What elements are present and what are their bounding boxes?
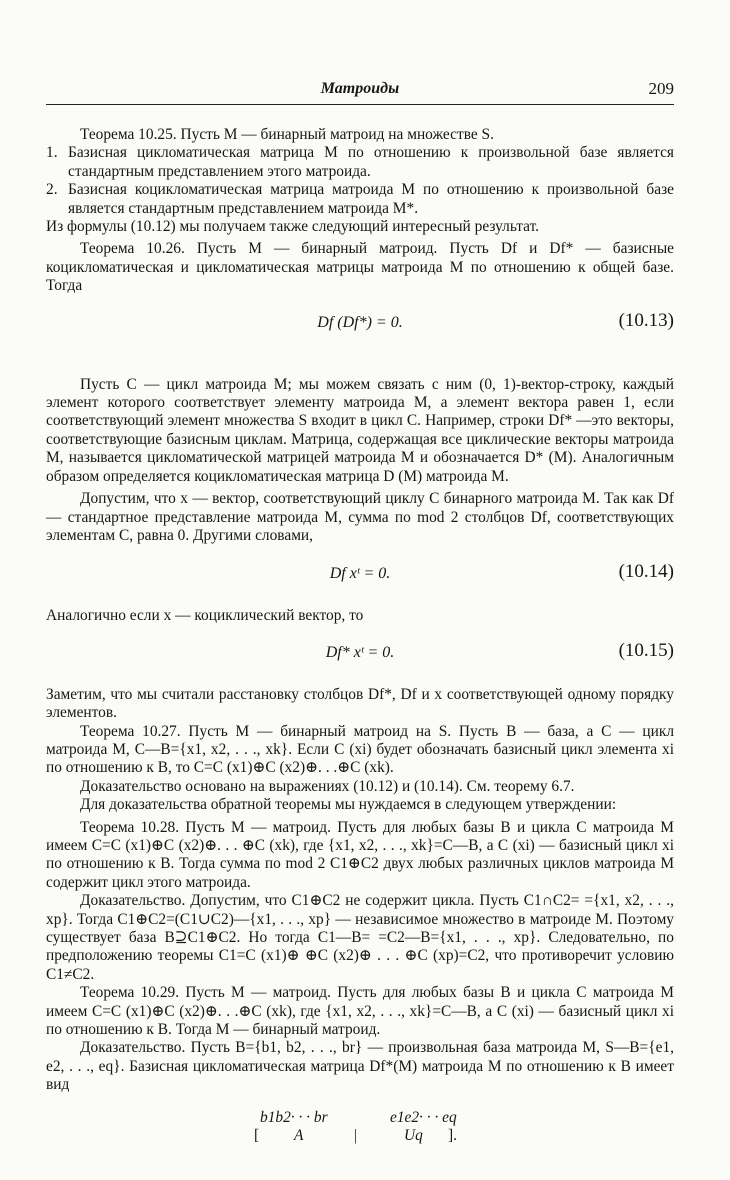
matrix-bracket: ]. — [448, 1127, 457, 1145]
equation-10-13 — [46, 302, 674, 348]
matrix-col-label: b1b2· · · br — [260, 1108, 328, 1126]
page-header — [46, 78, 674, 105]
proof: Доказательство. Пусть B={b1, b2, . . ., br} — произвольная база матроида M, S—B={e1, e2, . . ., eq}. Базисная цикломатическая матрица Df*(M) матроида M по отношению к B имеет вид — [46, 1039, 674, 1094]
item-number: 1. — [46, 144, 58, 162]
page-body — [46, 126, 674, 1145]
equation-formula: Df xᵗ = 0. — [329, 565, 391, 583]
paragraph: Аналогично если x — коциклический вектор, то — [46, 607, 364, 625]
theorem-10-26: Теорема 10.26. Пусть M — бинарный матроид. Пусть Df и Df* — базисные коцикломатическая и цикломатическая матрицы матроида M по отношению к общей базе. Тогда — [46, 240, 674, 295]
equation-formula: Df (Df*) = 0. — [317, 313, 403, 331]
paragraph: Доказательство основано на выражениях (10.12) и (10.14). См. теорему 6.7. — [80, 777, 575, 795]
equation-number: (10.14) — [618, 561, 674, 583]
matrix-block: A — [294, 1127, 304, 1145]
theorem-item — [46, 144, 674, 181]
matrix-display — [46, 1109, 674, 1146]
equation-number: (10.15) — [618, 639, 674, 661]
item-text: Базисная коцикломатическая матрица матроида M по отношению к произвольной базе является стандартным представлением матроида M*. — [68, 181, 674, 217]
theorem-10-28: Теорема 10.28. Пусть M — матроид. Пусть для любых базы B и цикла C матроида M имеем C=C (x1)⊕C (x2)⊕. . . ⊕C (xk), где {x1, x2, . . ., xk}=C—B, а C (xi) — базисный цикл xi по отношению к B. Тогда сумма по mod 2 C1⊕C2 двух любых различных циклов матроида M содержит цикл этого матроида. — [46, 818, 674, 891]
theorem-10-27: Теорема 10.27. Пусть M — бинарный матроид на S. Пусть B — база, а C — цикл матроида M, C—B={x1, x2, . . ., xk}. Если C (xi) будет обозначать базисный цикл элемента xi по отношению к B, то C=C (x1)⊕C (x2)⊕. . .⊕C (xk). — [46, 722, 674, 777]
paragraph: Заметим, что мы считали расстановку столбцов Df*, Df и x соответствующей одному порядку элементов. — [46, 685, 674, 722]
matrix-bracket: [ — [254, 1127, 260, 1145]
theorem-item — [46, 181, 674, 218]
book-page — [46, 78, 674, 1145]
theorem-10-29: Теорема 10.29. Пусть M — матроид. Пусть для любых базы B и цикла C матроида M имеем C=C (x1)⊕C (x2)⊕. . .⊕C (xk), где {x1, x2, . . ., xk}=C—B, а C (xi) — базисный цикл xi по отношению к B. Тогда M — бинарный матроид. — [46, 984, 674, 1039]
equation-10-14 — [46, 553, 674, 597]
matrix-body — [46, 1127, 674, 1145]
paragraph: Из формулы (10.12) мы получаем также следующий интересный результат. — [46, 218, 540, 236]
page-number: 209 — [648, 79, 674, 98]
running-title: Матроиды — [320, 80, 400, 97]
matrix-separator: | — [354, 1127, 358, 1145]
paragraph: Пусть C — цикл матроида M; мы можем связать с ним (0, 1)-вектор-строку, каждый элемент которого соответствует элементу матроида M, а элемент вектора равен 1, если соответствующий элемент множества S входит в цикл C. Например, строки Df* —это векторы, соответствующие базисным циклам. Матрица, содержащая все циклические векторы матроида M, называется цикломатической матрицей матроида M и обозначается D* (M). Аналогичным образом определяется коцикломатическая матрица D (M) матроида M. — [46, 375, 674, 485]
equation-number: (10.13) — [618, 309, 674, 331]
matrix-column-labels — [46, 1109, 674, 1127]
equation-10-15 — [46, 632, 674, 676]
matrix-col-label: e1e2· · · eq — [390, 1108, 457, 1126]
theorem-10-25: Теорема 10.25. Пусть M — бинарный матроид на множестве S. — [80, 126, 494, 143]
item-number: 2. — [46, 181, 58, 199]
item-text: Базисная цикломатическая матрица M по отношению к произвольной базе является стандартным представлением этого матроида. — [68, 144, 674, 180]
matrix-block: Uq — [404, 1127, 423, 1145]
paragraph: Допустим, что x — вектор, соответствующий циклу C бинарного матроида M. Так как Df — стандартное представление матроида M, сумма по mod 2 столбцов Df, соответствующих элементам C, равна 0. Другими словами, — [46, 490, 674, 544]
equation-formula: Df* xᵗ = 0. — [325, 643, 395, 661]
paragraph: Для доказательства обратной теоремы мы нуждаемся в следующем утверждении: — [80, 796, 617, 814]
proof: Доказательство. Допустим, что C1⊕C2 не содержит цикла. Пусть C1∩C2= ={x1, x2, . . ., xp}. Тогда C1⊕C2=(C1∪C2)—{x1, . . ., xp} — независимое множество в матроиде M. Поэтому существует база B⊇C1⊕C2. Но тогда C1—B= =C2—B={x1, . . ., xp}. Следовательно, по предположению теоремы C1=C (x1)⊕ ⊕C (x2)⊕ . . . ⊕C (xp)=C2, что противоречит условию C1≠C2. — [46, 892, 674, 983]
